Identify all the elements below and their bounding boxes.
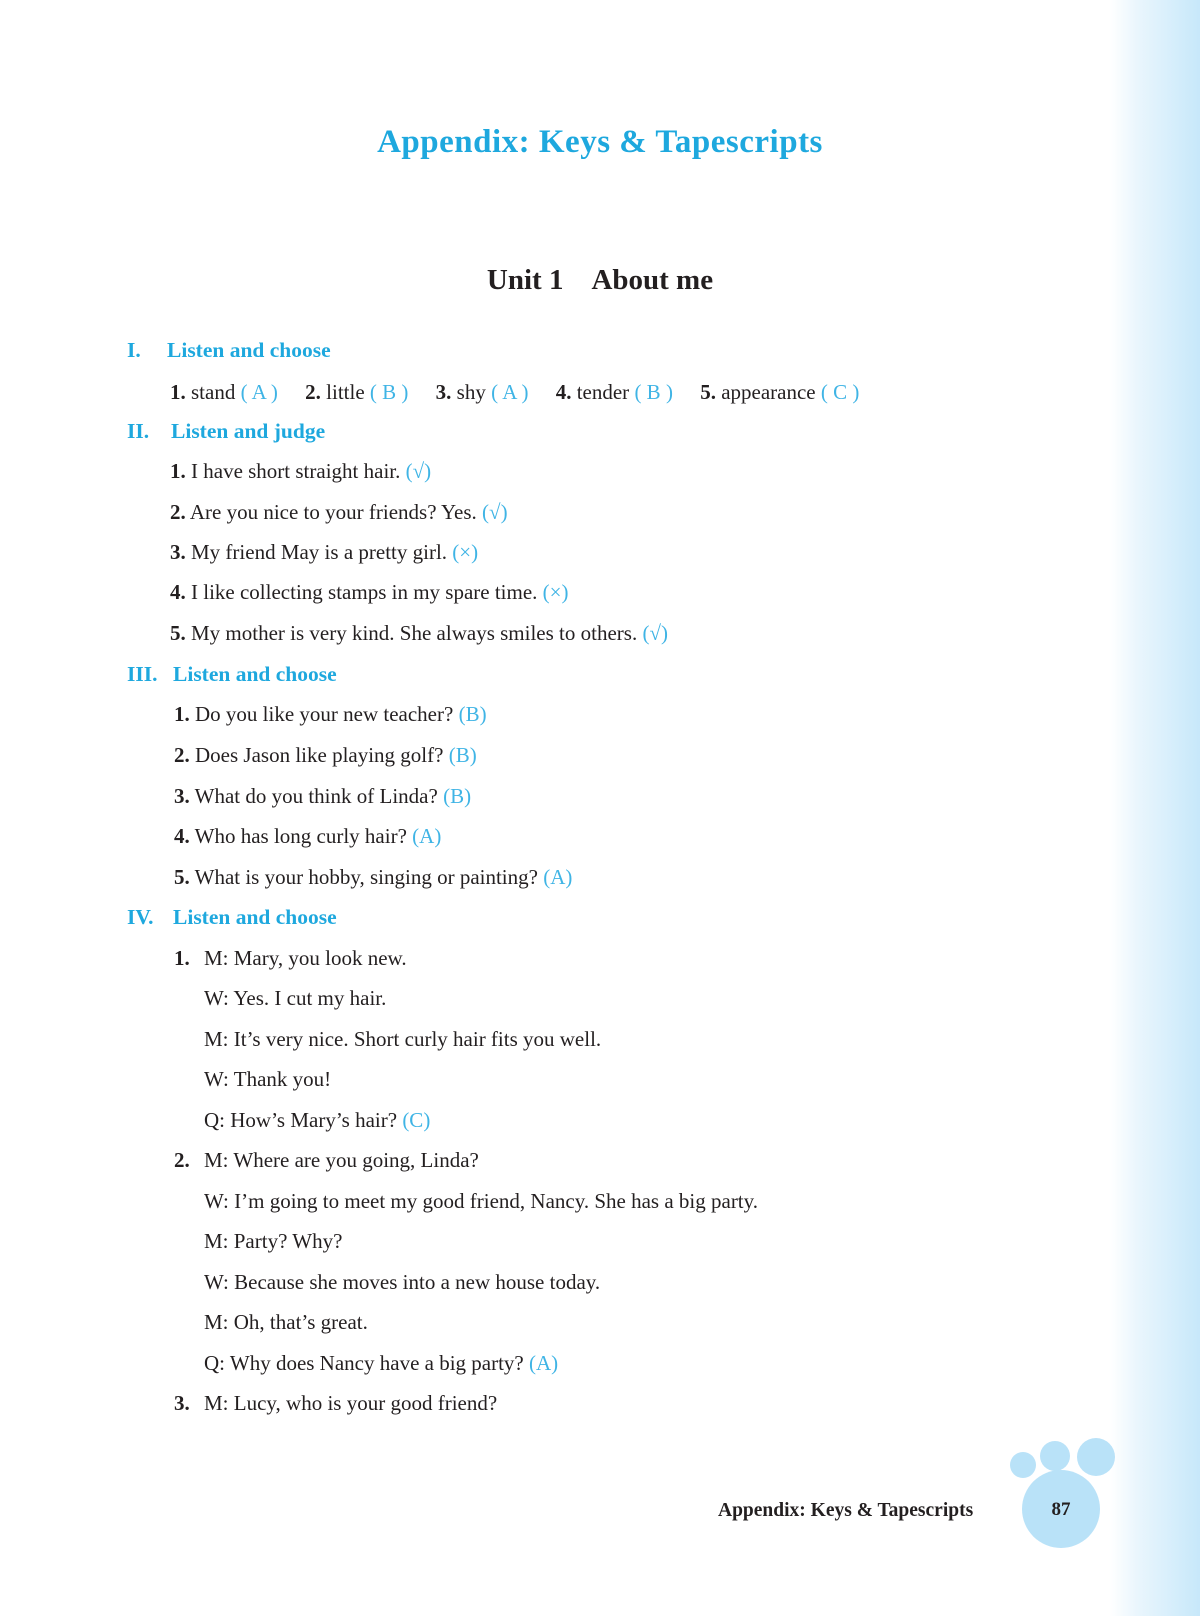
item-answer: (√)	[405, 459, 432, 483]
section-heading	[127, 662, 337, 687]
item-answer: (×)	[542, 580, 569, 604]
item-number: 2.	[305, 380, 321, 404]
running-footer: Appendix: Keys & Tapescripts	[718, 1500, 974, 1521]
unit-name: About me	[591, 264, 714, 296]
section-number: I.	[127, 338, 141, 362]
item-number: 1.	[174, 702, 190, 726]
item-text: Are you nice to your friends? Yes.	[189, 500, 477, 524]
item-answer: (B)	[443, 784, 472, 808]
answer-item	[170, 380, 278, 404]
item-text: I have short straight hair.	[191, 459, 401, 483]
line-text: M: Oh, that’s great.	[204, 1310, 368, 1334]
line-text: M: Lucy, who is your good friend?	[204, 1391, 498, 1415]
item-number: 3.	[174, 784, 190, 808]
dialogue-line	[204, 1229, 342, 1254]
answer-item	[556, 380, 673, 404]
page-edge-band	[1110, 0, 1200, 1616]
item-number: 5.	[174, 865, 190, 889]
section-number: II.	[127, 419, 150, 443]
list-item	[170, 459, 431, 484]
answer-item	[700, 380, 859, 404]
item-answer: (×)	[452, 540, 479, 564]
line-text: M: Where are you going, Linda?	[204, 1148, 479, 1172]
item-answer: (A)	[412, 824, 442, 848]
item-number: 3.	[170, 540, 186, 564]
list-item	[174, 865, 572, 890]
item-answer: (√)	[482, 500, 508, 524]
item-answer: ( C )	[820, 380, 860, 404]
item-text: Who has long curly hair?	[194, 824, 407, 848]
dialogue-line	[204, 1351, 558, 1376]
item-number: 1.	[170, 459, 186, 483]
line-text: W: Thank you!	[204, 1067, 332, 1091]
item-word: tender	[576, 380, 630, 404]
dialogue-line	[204, 1189, 758, 1214]
list-item	[174, 743, 477, 768]
section-title: Listen and choose	[167, 338, 331, 362]
section-number: III.	[127, 662, 158, 686]
dialogue-number	[174, 1391, 190, 1416]
item-number: 1.	[170, 380, 186, 404]
section-heading	[127, 338, 331, 363]
item-answer: ( B )	[369, 380, 409, 404]
section-heading	[127, 419, 325, 444]
line-text: W: Yes. I cut my hair.	[204, 986, 387, 1010]
line-text: M: Party? Why?	[204, 1229, 343, 1253]
answer-row	[170, 380, 881, 405]
dialogue-line	[204, 1391, 497, 1416]
list-item	[170, 621, 668, 646]
section-title: Listen and judge	[171, 419, 326, 443]
item-number: 2.	[170, 500, 186, 524]
line-text: Q: How’s Mary’s hair?	[204, 1108, 398, 1132]
section-title: Listen and choose	[173, 662, 337, 686]
dialogue-line	[204, 1270, 600, 1295]
item-answer: (B)	[448, 743, 477, 767]
item-word: little	[326, 380, 365, 404]
item-number: 3.	[435, 380, 452, 404]
dialogue-line	[204, 1148, 479, 1173]
item-answer: (√)	[642, 621, 668, 645]
item-number: 3.	[174, 1391, 190, 1415]
line-text: M: It’s very nice. Short curly hair fits you well.	[204, 1027, 602, 1051]
item-word: appearance	[721, 380, 816, 404]
list-item	[174, 702, 487, 727]
item-answer: (A)	[529, 1351, 559, 1375]
item-text: Does Jason like playing golf?	[195, 743, 444, 767]
dialogue-number	[174, 946, 190, 971]
item-text: Do you like your new teacher?	[195, 702, 454, 726]
unit-heading	[0, 264, 1200, 297]
item-text: What do you think of Linda?	[194, 784, 438, 808]
dialogue-line	[204, 986, 386, 1011]
list-item	[170, 580, 569, 605]
item-number: 4.	[555, 380, 572, 404]
line-text: Q: Why does Nancy have a big party?	[204, 1351, 524, 1375]
page-number: 87	[1051, 1499, 1071, 1520]
list-item	[174, 784, 471, 809]
answer-item	[436, 380, 529, 404]
item-answer: (A)	[543, 865, 573, 889]
item-answer: (B)	[458, 702, 487, 726]
list-item	[174, 824, 441, 849]
item-answer: (C)	[402, 1108, 431, 1132]
item-number: 2.	[174, 743, 190, 767]
line-text: M: Mary, you look new.	[204, 946, 407, 970]
item-number: 1.	[174, 946, 190, 970]
list-item	[170, 540, 478, 565]
section-heading	[127, 905, 337, 930]
dialogue-line	[204, 1108, 430, 1133]
item-text: What is your hobby, singing or painting?	[194, 865, 538, 889]
section-number: IV.	[127, 905, 154, 929]
item-answer: ( B )	[634, 380, 673, 404]
dialogue-line	[204, 1027, 601, 1052]
item-text: I like collecting stamps in my spare time.	[191, 580, 538, 604]
list-item	[170, 500, 508, 525]
unit-label: Unit 1	[486, 264, 564, 296]
item-text: My friend May is a pretty girl.	[191, 540, 448, 564]
item-number: 4.	[170, 580, 186, 604]
page-title: Appendix: Keys & Tapescripts	[377, 124, 823, 160]
dialogue-line	[204, 1310, 368, 1335]
dialogue-number	[174, 1148, 190, 1173]
item-answer: ( A )	[240, 380, 278, 404]
dialogue-line	[204, 946, 407, 971]
item-answer: ( A )	[491, 380, 529, 404]
line-text: W: I’m going to meet my good friend, Nancy. She has a big party.	[204, 1189, 759, 1213]
section-title: Listen and choose	[173, 905, 337, 929]
item-word: shy	[456, 380, 486, 404]
answer-item	[305, 380, 408, 404]
line-text: W: Because she moves into a new house today.	[204, 1270, 601, 1294]
item-text: My mother is very kind. She always smiles to others.	[191, 621, 638, 645]
item-number: 4.	[174, 824, 190, 848]
item-number: 5.	[700, 380, 716, 404]
dialogue-line	[204, 1067, 331, 1092]
item-word: stand	[191, 380, 236, 404]
item-number: 2.	[174, 1148, 190, 1172]
item-number: 5.	[170, 621, 186, 645]
